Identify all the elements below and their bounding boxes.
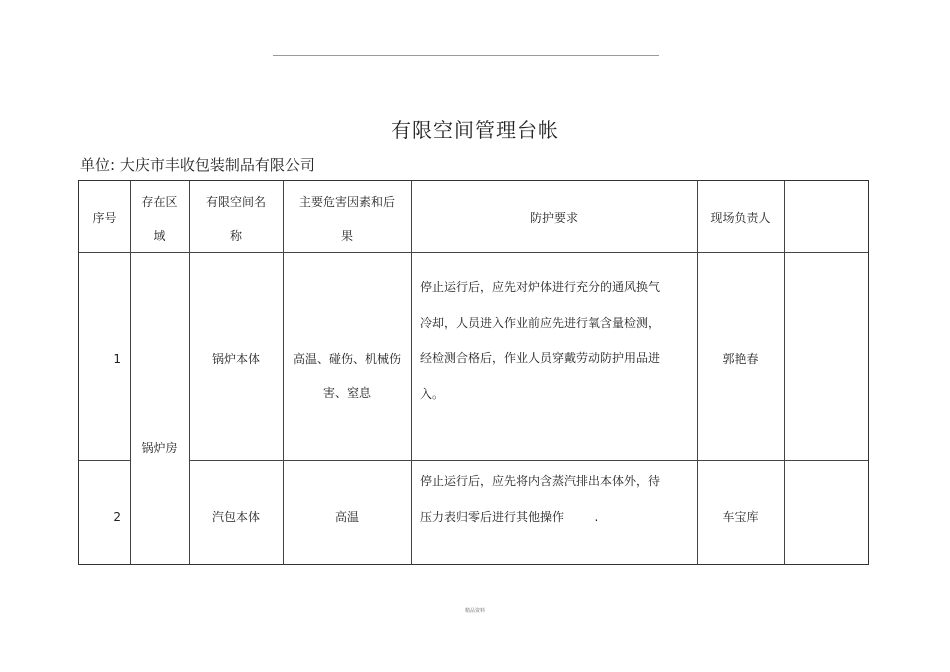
row1-hazard-1: 高温、碰伤、机械伤 — [292, 352, 401, 366]
document-title: 有限空间管理台帐 — [391, 118, 559, 142]
row2-protection-2: 压力表归零后进行其他操作 . — [420, 510, 599, 524]
header-rule — [273, 55, 659, 56]
header-responsible: 现场负责人 — [710, 211, 771, 225]
header-name-2: 称 — [229, 229, 242, 243]
row2-responsible: 车宝库 — [722, 510, 759, 524]
header-hazard-1: 主要危害因素和后 — [298, 195, 395, 209]
row-divider — [189, 460, 868, 461]
unit-name: 大庆市丰收包装制品有限公司 — [119, 156, 315, 174]
header-area-2: 域 — [153, 229, 166, 243]
row1-seq: 1 — [113, 352, 121, 366]
row1-protection-3: 经检测合格后，作业人员穿戴劳动防护用品进 — [420, 351, 661, 365]
ledger-table — [78, 180, 869, 565]
area-merged: 锅炉房 — [141, 441, 178, 455]
unit-line — [80, 154, 315, 175]
page-footer: 精品资料 — [464, 608, 485, 614]
unit-label: 单位: — [80, 156, 116, 174]
row1-hazard-2: 害、窒息 — [322, 386, 371, 400]
row2-protection-1: 停止运行后，应先将内含蒸汽排出本体外，待 — [420, 474, 661, 488]
row1-protection-1: 停止运行后，应先对炉体进行充分的通风换气 — [420, 280, 661, 294]
row2-seq: 2 — [113, 510, 121, 524]
row2-hazard: 高温 — [334, 510, 359, 524]
header-name-1: 有限空间名 — [205, 195, 266, 209]
row-divider — [79, 460, 130, 461]
row1-protection-4: 入。 — [420, 387, 445, 401]
row1-protection-2: 冷却，人员进入作业前应先进行氧含量检测， — [420, 316, 661, 330]
row1-responsible: 郭艳春 — [722, 352, 759, 366]
header-protection: 防护要求 — [529, 211, 578, 225]
header-seq: 序号 — [92, 211, 117, 225]
row1-name: 锅炉本体 — [211, 352, 260, 366]
header-area-1: 存在区 — [141, 195, 178, 209]
col-divider — [784, 181, 785, 564]
header-hazard-2: 果 — [340, 229, 353, 243]
row2-name: 汽包本体 — [211, 510, 260, 524]
col-divider — [411, 181, 412, 564]
